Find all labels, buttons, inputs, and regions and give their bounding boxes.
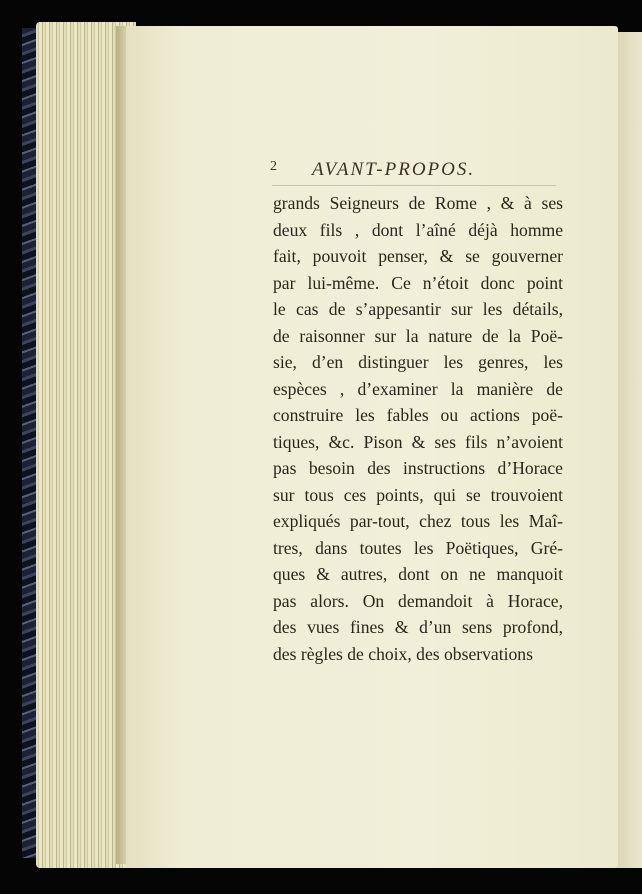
text-line: de raisonner sur la nature de la Poë- (273, 325, 563, 346)
text-line: deux fils , dont l’aîné déjà homme (273, 219, 563, 240)
text-line: construire les fables ou actions poë- (273, 405, 563, 425)
text-line: des règles de choix, des observations (273, 643, 533, 664)
text-line: sie, d’en distinguer les genres, les (273, 352, 563, 372)
running-head-title: AVANT-PROPOS. (312, 159, 476, 180)
text-line: grands Seigneurs de Rome , & à ses (273, 193, 563, 213)
text-line: ques & autres, dont on ne manquoit (273, 564, 563, 584)
page-number: 2 (270, 159, 279, 174)
text-line: tres, dans toutes les Poëtiques, Gré- (273, 537, 563, 558)
text-line: tiques, &c. Pison & ses fils n’avoient (273, 431, 563, 452)
text-line: des vues fines & d’un sens profond, (273, 617, 563, 637)
text-line: espèces , d’examiner la manière de (273, 378, 563, 399)
text-line: pas alors. On demandoit à Horace, (273, 590, 563, 611)
text-line: pas besoin des instructions d’Horace (273, 458, 563, 478)
header-rule (272, 185, 556, 186)
text-line: expliqués par-tout, chez tous les Maî- (273, 511, 563, 531)
text-line: sur tous ces points, qui se trouvoient (273, 484, 563, 505)
text-line: par lui-même. Ce n’étoit donc point (273, 272, 563, 293)
text-line: fait, pouvoit penser, & se gouverner (273, 246, 563, 266)
body-text (273, 190, 563, 667)
text-line: le cas de s’appesantir sur les détails, (273, 299, 563, 319)
